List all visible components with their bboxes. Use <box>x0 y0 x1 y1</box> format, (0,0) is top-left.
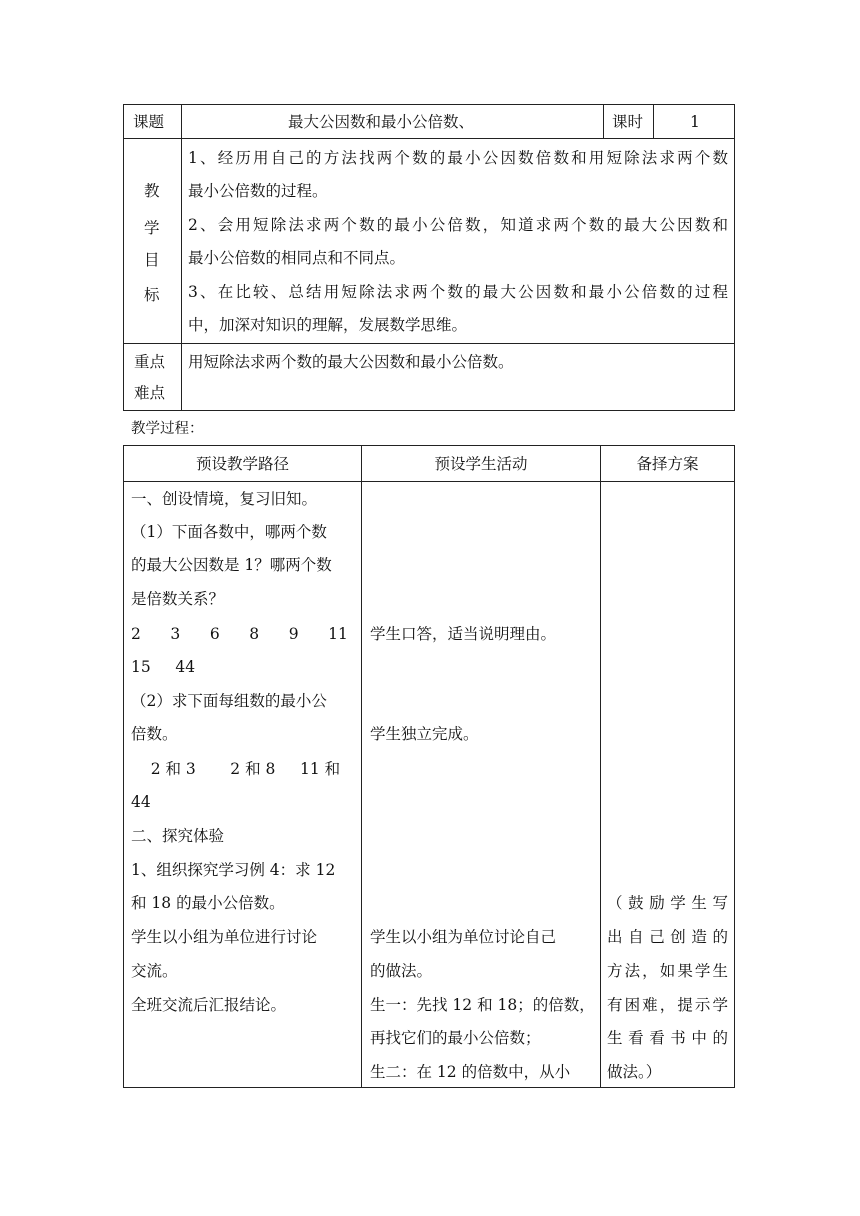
alternative-line: 生看看书中的 <box>607 1029 728 1047</box>
path-line: 15 44 <box>131 658 196 676</box>
path-line: 交流。 <box>131 962 178 980</box>
activity-line: 学生以小组为单位讨论自己 <box>370 928 557 946</box>
alternative-line: 做法。） <box>607 1063 662 1081</box>
column-header-activity: 预设学生活动 <box>434 455 528 473</box>
path-line: 倍数。 <box>131 725 178 743</box>
path-line: 一、创设情境，复习旧知。 <box>131 490 318 508</box>
activity-line: 学生口答，适当说明理由。 <box>370 625 557 643</box>
activity-line: 学生独立完成。 <box>370 725 479 743</box>
path-line: 二、探究体验 <box>131 827 225 845</box>
alternative-line: 方法，如果学生 <box>607 962 728 980</box>
path-line: （2）求下面每组数的最小公 <box>131 692 327 710</box>
alternative-line: 有困难，提示学 <box>607 996 728 1014</box>
alternative-line: 出自己创造的 <box>607 928 728 946</box>
path-line: 和 18 的最小公倍数。 <box>131 894 285 912</box>
path-line: 全班交流后汇报结论。 <box>131 996 287 1014</box>
subject-label: 课题 <box>133 113 165 131</box>
activity-line: 再找它们的最小公倍数； <box>370 1029 541 1047</box>
path-line: （1）下面各数中，哪两个数 <box>131 523 327 541</box>
period-label: 课时 <box>612 113 644 131</box>
key-label-1: 重点 <box>134 353 166 371</box>
path-line: 是倍数关系？ <box>131 590 225 608</box>
column-header-alternative: 备择方案 <box>636 455 699 473</box>
period-value: 1 <box>690 113 700 131</box>
goals-label-3: 目 <box>144 251 160 269</box>
goals-label-2: 学 <box>144 219 160 237</box>
column-header-path: 预设教学路径 <box>195 455 289 473</box>
goal-line: 2、会用短除法求两个数的最小公倍数，知道求两个数的最大公因数和 <box>188 216 728 234</box>
process-title: 教学过程： <box>131 421 204 437</box>
goal-line: 中，加深对知识的理解，发展数学思维。 <box>188 316 468 334</box>
goal-line: 最小公倍数的相同点和不同点。 <box>188 249 406 267</box>
activity-line: 生一：先找 12 和 18；的倍数， <box>370 996 595 1014</box>
goals-label-4: 标 <box>144 286 160 304</box>
goal-line: 3、在比较、总结用短除法求两个数的最大公因数和最小公倍数的过程 <box>188 283 728 301</box>
path-line: 1、组织探究学习例 4：求 12 <box>131 861 336 879</box>
subject-title: 最大公因数和最小公倍数、 <box>288 113 475 131</box>
goals-label-1: 教 <box>144 182 160 200</box>
goal-line: 1、经历用自己的方法找两个数的最小公因数倍数和用短除法求两个数 <box>188 149 728 167</box>
alternative-line: （鼓励学生写 <box>607 894 728 912</box>
path-line: 2 和 3 2 和 8 11 和 <box>131 760 341 778</box>
key-label-2: 难点 <box>134 384 166 402</box>
key-points: 用短除法求两个数的最大公因数和最小公倍数。 <box>188 353 514 371</box>
path-line: 学生以小组为单位进行讨论 <box>131 928 318 946</box>
path-line: 的最大公因数是 1？哪两个数 <box>131 556 332 574</box>
activity-line: 的做法。 <box>370 962 433 980</box>
path-line: 2 3 6 8 9 11 <box>131 625 348 643</box>
goal-line: 最小公倍数的过程。 <box>188 182 328 200</box>
path-line: 44 <box>131 793 151 811</box>
activity-line: 生二：在 12 的倍数中，从小 <box>370 1063 571 1081</box>
